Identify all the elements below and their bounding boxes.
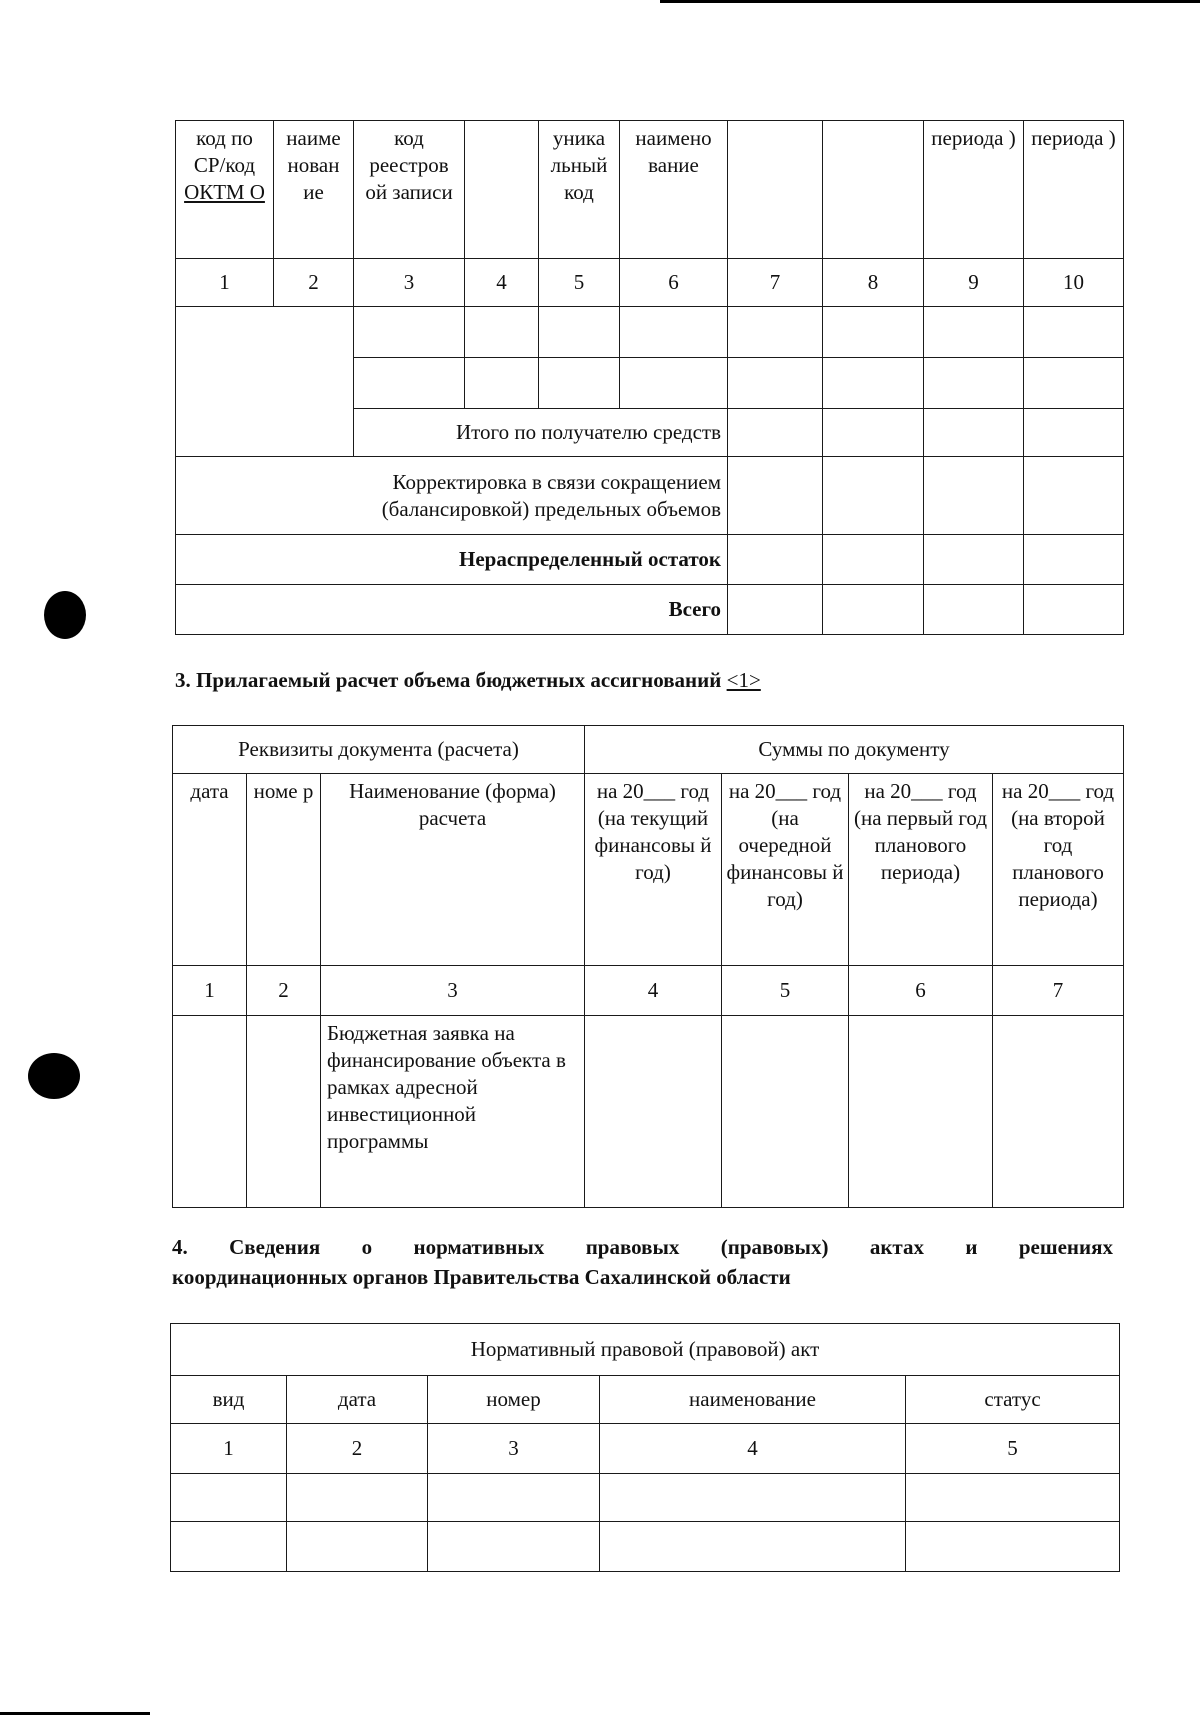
table-cell [823, 535, 924, 585]
col-number: 1 [176, 259, 274, 307]
table-cell [722, 1016, 849, 1208]
table-cell [600, 1522, 906, 1572]
table-cell [728, 358, 823, 409]
section-3-title [175, 667, 761, 694]
col-number: 1 [171, 1424, 287, 1474]
scan-artifact-bottom [0, 1712, 150, 1715]
table-cell [849, 1016, 993, 1208]
col-header-next-year: на 20___ год (на очередной финансовы й год) [722, 774, 849, 966]
table-cell [247, 1016, 321, 1208]
unallocated-label: Нераспределенный остаток [176, 535, 728, 585]
col-header-oktmo: ОКТМ О [184, 180, 265, 204]
col-number: 6 [849, 966, 993, 1016]
col-header-date: дата [287, 1376, 428, 1424]
footnote-link[interactable]: <1> [726, 668, 761, 692]
col-number: 3 [354, 259, 465, 307]
table-cell [823, 409, 924, 457]
table-cell [539, 358, 620, 409]
group-header-row [173, 726, 1124, 774]
col-header-name: наименование [600, 1376, 906, 1424]
table-cell [906, 1474, 1120, 1522]
table-cell [728, 409, 823, 457]
unallocated-row [176, 535, 1124, 585]
table-cell [728, 457, 823, 535]
col-number: 3 [321, 966, 585, 1016]
section-3-title-text: 3. Прилагаемый расчет объема бюджетных ассигнований [175, 668, 727, 692]
table-cell [171, 1522, 287, 1572]
table-cell [906, 1522, 1120, 1572]
col-number: 3 [428, 1424, 600, 1474]
col-number: 2 [287, 1424, 428, 1474]
table-cell [620, 307, 728, 358]
table-row [176, 307, 1124, 358]
col-header-calc-name: Наименование (форма) расчета [321, 774, 585, 966]
col-number: 1 [173, 966, 247, 1016]
col-number: 5 [722, 966, 849, 1016]
col-header-plan-year-1: на 20___ год (на первый год планового периода) [849, 774, 993, 966]
section-4-title-line2: координационных органов Правительства Сахалинской области [172, 1265, 791, 1289]
table-cell [924, 307, 1024, 358]
table-cell [924, 535, 1024, 585]
table-cell [428, 1474, 600, 1522]
table-cell [585, 1016, 722, 1208]
table-cell [620, 358, 728, 409]
col-number: 4 [465, 259, 539, 307]
col-number: 10 [1024, 259, 1124, 307]
table-cell [924, 457, 1024, 535]
budget-request-text: Бюджетная заявка на финансирование объекта в рамках адресной инвестиционной программы [321, 1016, 585, 1208]
punch-hole-mark [44, 591, 86, 639]
table-cell [1024, 457, 1124, 535]
table-cell [1024, 535, 1124, 585]
total-label: Всего [176, 585, 728, 635]
group-header-row [171, 1324, 1120, 1376]
table-cell [924, 585, 1024, 635]
calculation-table [172, 725, 1124, 1208]
col-header-code [176, 121, 274, 259]
col-number: 9 [924, 259, 1024, 307]
total-recipient-label: Итого по получателю средств [354, 409, 728, 457]
table-cell [823, 358, 924, 409]
table-row [173, 1016, 1124, 1208]
table-cell [600, 1474, 906, 1522]
col-header-date: дата [173, 774, 247, 966]
table-cell [728, 307, 823, 358]
table-header-row [171, 1376, 1120, 1424]
table-cell [823, 307, 924, 358]
col-header-type: вид [171, 1376, 287, 1424]
col-header-number: номе р [247, 774, 321, 966]
col-header-status: статус [906, 1376, 1120, 1424]
table-header-row [173, 774, 1124, 966]
group-header-legal-act: Нормативный правовой (правовой) акт [171, 1324, 1120, 1376]
table-cell [1024, 307, 1124, 358]
col-number: 6 [620, 259, 728, 307]
col-header-period-9: периода ) [924, 121, 1024, 259]
table-cell [428, 1522, 600, 1572]
merged-blank-cell [176, 307, 354, 457]
table-cell [993, 1016, 1124, 1208]
table-cell [823, 585, 924, 635]
table-cell [354, 307, 465, 358]
column-number-row [173, 966, 1124, 1016]
table-cell [171, 1474, 287, 1522]
col-header-7 [728, 121, 823, 259]
table-cell [173, 1016, 247, 1208]
col-number: 7 [728, 259, 823, 307]
col-header-code-text: код по СР/код [193, 126, 256, 177]
correction-label: Корректировка в связи сокращением (балансировкой) предельных объемов [176, 457, 728, 535]
table-cell [465, 358, 539, 409]
col-number: 2 [274, 259, 354, 307]
col-header-registry: код реестров ой записи [354, 121, 465, 259]
col-header-4 [465, 121, 539, 259]
col-number: 4 [600, 1424, 906, 1474]
table-cell [287, 1474, 428, 1522]
section-4-title-line1: 4. Сведения о нормативных правовых (правовых) актах и решениях [172, 1235, 1113, 1259]
col-header-naming: наимено вание [620, 121, 728, 259]
col-header-unique-code: уника льный код [539, 121, 620, 259]
table-cell [924, 358, 1024, 409]
group-header-document: Реквизиты документа (расчета) [173, 726, 585, 774]
col-header-period-10: периода ) [1024, 121, 1124, 259]
allocation-table [175, 120, 1124, 635]
legal-acts-table [170, 1323, 1120, 1572]
col-header-plan-year-2: на 20___ год (на второй год планового периода) [993, 774, 1124, 966]
table-cell [823, 457, 924, 535]
table-cell [1024, 409, 1124, 457]
table-cell [728, 535, 823, 585]
table-cell [354, 358, 465, 409]
column-number-row [171, 1424, 1120, 1474]
table-cell [924, 409, 1024, 457]
table-cell [1024, 585, 1124, 635]
col-header-8 [823, 121, 924, 259]
scan-artifact-top [660, 0, 1200, 3]
col-number: 2 [247, 966, 321, 1016]
col-number: 4 [585, 966, 722, 1016]
group-header-sums: Суммы по документу [585, 726, 1124, 774]
correction-row [176, 457, 1124, 535]
col-number: 8 [823, 259, 924, 307]
table-cell [465, 307, 539, 358]
table-cell [539, 307, 620, 358]
total-row [176, 585, 1124, 635]
col-header-number: номер [428, 1376, 600, 1424]
table-header-row [176, 121, 1124, 259]
punch-hole-mark [28, 1053, 80, 1099]
table-row [171, 1522, 1120, 1572]
col-number: 7 [993, 966, 1124, 1016]
table-cell [728, 585, 823, 635]
col-number: 5 [906, 1424, 1120, 1474]
col-header-current-year: на 20___ год (на текущий финансовы й год) [585, 774, 722, 966]
table-cell [1024, 358, 1124, 409]
column-number-row [176, 259, 1124, 307]
table-cell [287, 1522, 428, 1572]
table-row [171, 1474, 1120, 1522]
col-number: 5 [539, 259, 620, 307]
col-header-name: наиме нован ие [274, 121, 354, 259]
